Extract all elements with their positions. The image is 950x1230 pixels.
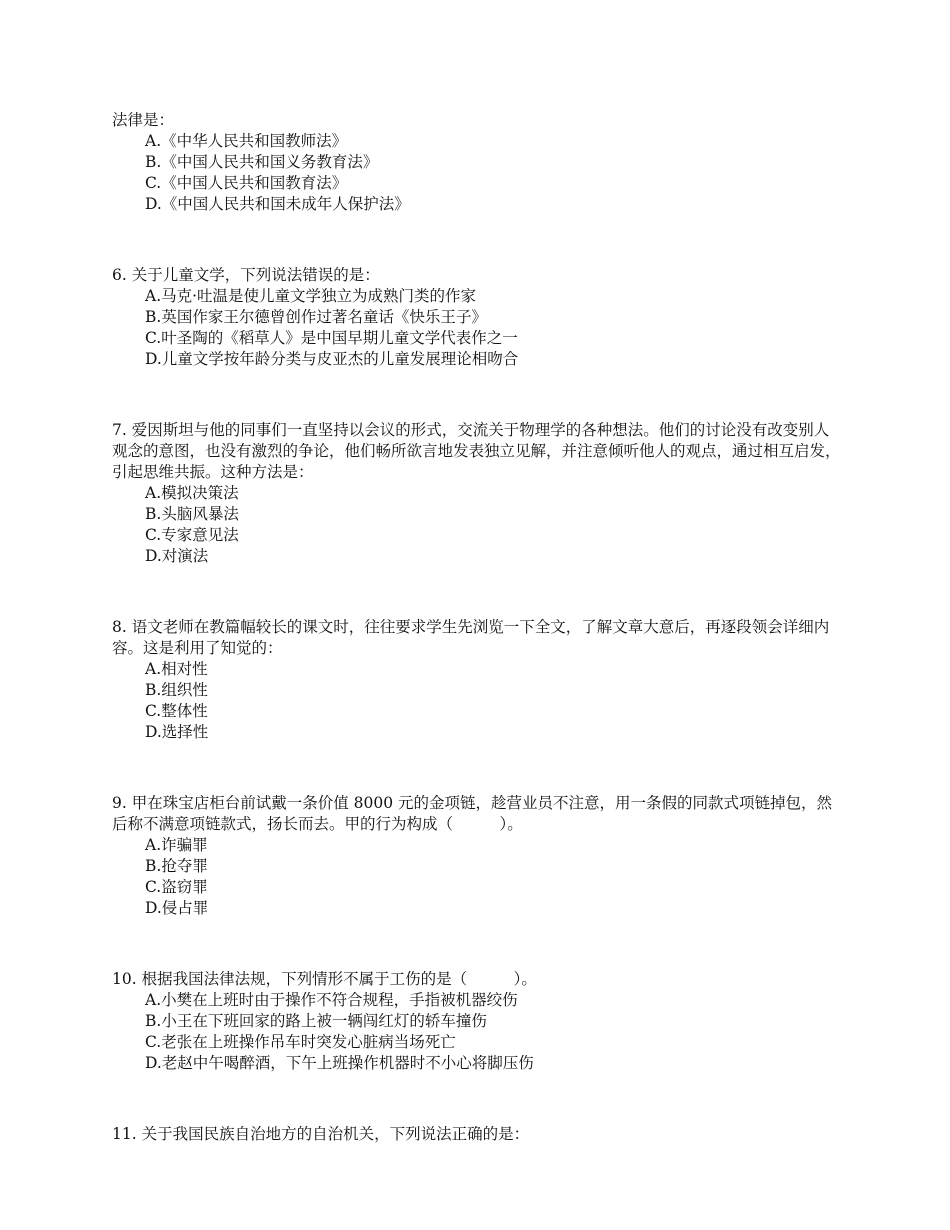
option-c: C.专家意见法 (145, 526, 239, 544)
question-stem: 6. 关于儿童文学，下列说法错误的是： (112, 266, 380, 284)
option-a: A.诈骗罪 (145, 836, 208, 854)
question-6 (112, 265, 842, 370)
option-list (112, 990, 842, 1074)
option-d: D.儿童文学按年龄分类与皮亚杰的儿童发展理论相吻合 (145, 350, 519, 368)
question-stem: 9. 甲在珠宝店柜台前试戴一条价值 8000 元的金项链，趁营业员不注意，用一条假的同款式项链掉包，然后称不满意项链款式，扬长而去。甲的行为构成（ ）。 (112, 794, 833, 833)
option-list (112, 483, 842, 567)
option-d: D.对演法 (145, 547, 209, 565)
option-list (112, 835, 842, 919)
option-list (112, 659, 842, 743)
question-11 (112, 1124, 842, 1145)
option-c: C.《中国人民共和国教育法》 (145, 174, 348, 192)
option-d: D.老赵中午喝醉酒，下午上班操作机器时不小心将脚压伤 (145, 1054, 534, 1072)
option-c: C.老张在上班操作吊车时突发心脏病当场死亡 (145, 1033, 456, 1051)
question-8 (112, 617, 842, 743)
option-a: A.《中华人民共和国教师法》 (145, 132, 348, 150)
question-stem: 法律是： (112, 111, 175, 129)
option-c: C.盗窃罪 (145, 878, 208, 896)
option-d: D.侵占罪 (145, 899, 209, 917)
exam-page (112, 110, 842, 1145)
option-b: B.抢夺罪 (145, 857, 208, 875)
question-stem: 8. 语文老师在教篇幅较长的课文时，往往要求学生先浏览一下全文，了解文章大意后，再逐段领会详细内容。这是利用了知觉的： (112, 618, 830, 657)
option-a: A.马克·吐温是使儿童文学独立为成熟门类的作家 (145, 287, 477, 305)
question-stem: 10. 根据我国法律法规，下列情形不属于工伤的是（ ）。 (112, 970, 537, 988)
option-c: C.整体性 (145, 702, 208, 720)
option-d: D.选择性 (145, 723, 209, 741)
option-b: B.英国作家王尔德曾创作过著名童话《快乐王子》 (145, 308, 487, 326)
question-5-continued (112, 110, 842, 215)
question-9 (112, 793, 842, 919)
option-d: D.《中国人民共和国未成年人保护法》 (145, 195, 410, 213)
option-b: B.组织性 (145, 681, 208, 699)
option-b: B.《中国人民共和国义务教育法》 (145, 153, 379, 171)
option-list (112, 286, 842, 370)
question-7 (112, 420, 842, 567)
option-b: B.头脑风暴法 (145, 505, 239, 523)
question-10 (112, 969, 842, 1074)
question-stem: 11. 关于我国民族自治地方的自治机关，下列说法正确的是： (112, 1125, 530, 1143)
option-b: B.小王在下班回家的路上被一辆闯红灯的轿车撞伤 (145, 1012, 487, 1030)
option-c: C.叶圣陶的《稻草人》是中国早期儿童文学代表作之一 (145, 329, 518, 347)
option-a: A.相对性 (145, 660, 208, 678)
option-list (112, 131, 842, 215)
option-a: A.小樊在上班时由于操作不符合规程，手指被机器绞伤 (145, 991, 518, 1009)
option-a: A.模拟决策法 (145, 484, 239, 502)
question-stem: 7. 爱因斯坦与他的同事们一直坚持以会议的形式，交流关于物理学的各种想法。他们的讨论没有改变别人观念的意图，也没有激烈的争论，他们畅所欲言地发表独立见解，并注意倾听他人的观点，通过相互启发，引起思维共振。这种方法是： (112, 421, 841, 481)
